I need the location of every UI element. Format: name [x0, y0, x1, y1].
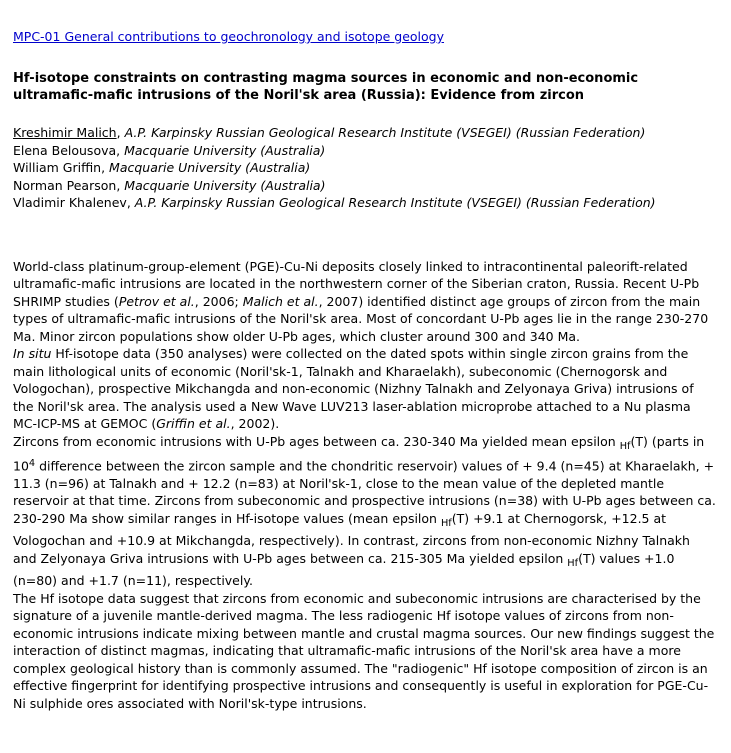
author-line: Elena Belousova, Macquarie University (Australia) [13, 142, 326, 158]
author-name: Elena Belousova [13, 142, 117, 158]
author-affiliation: Macquarie University (Australia) [109, 160, 311, 175]
author-line: Kreshimir Malich, A.P. Karpinsky Russian Geological Research Institute (VSEGEI) (Russian Federation) [13, 125, 646, 140]
author-affiliation: Macquarie University (Australia) [124, 142, 326, 158]
author-affiliation: A.P. Karpinsky Russian Geological Research Institute (VSEGEI) (Russian Federation) [124, 125, 646, 140]
paper-title: Hf-isotope constraints on contrasting magma sources in economic and non-economic ultramafic-mafic intrusions of the Noril'sk area (Russia): Evidence from zircon [13, 71, 639, 103]
author-line: Vladimir Khalenev, A.P. Karpinsky Russian Geological Research Institute (VSEGEI) (Russian Federation) [13, 195, 656, 210]
author-name: Kreshimir Malich [13, 125, 117, 140]
author-affiliation: A.P. Karpinsky Russian Geological Research Institute (VSEGEI) (Russian Federation) [134, 195, 656, 210]
author-line: William Griffin, Macquarie University (Australia) [13, 160, 311, 175]
author-affiliation: Macquarie University (Australia) [124, 177, 326, 193]
abstract-paragraph: Zircons from economic intrusions with U-Pb ages between ca. 230-340 Ma yielded mean epsilon $_{Hf}$(T) (parts in $10^4$ difference between the zircon sample and the chondritic reservoir) values of + 9.4 (n=45) at Kharaelakh, + 11.3 (n=96) at Talnakh and + 12.2 (n=83) at Noril'sk-1, close to the mean value of the depleted mantle reservoir at that time. Zircons from subeconomic and prospective intrusions (n=38) with U-Pb ages between ca. 230-290 Ma show similar ranges in Hf-isotope values (mean epsilon $_{Hf}$(T) +9.1 at Chernogorsk, +12.5 at Vologochan and +10.9 at Mikchangda, respectively). In contrast, zircons from non-economic Nizhny Talnakh and Zelyonaya Griva intrusions with U-Pb ages between ca. 215-305 Ma yielded epsilon $_{Hf}$(T) values +1.0 (n=80) and +1.7 (n=11), respectively. [13, 433, 716, 589]
abstract-text [13, 258, 717, 713]
abstract-paragraph: The Hf isotope data suggest that zircons from economic and subeconomic intrusions are characterised by the signature of a juvenile mantle-derived magma. The less radiogenic Hf isotope values of zircons from non-economic intrusions indicate mixing between mantle and crustal magma sources. Our new findings suggest the interaction of distinct magmas, indicating that ultramafic-mafic intrusions of the Noril'sk area have a more complex geological history than is commonly assumed. The "radiogenic" Hf isotope composition of zircon is an effective fingerprint for identifying prospective intrusions and consequently is useful in exploration for PGE-Cu-Ni sulphide ores associated with Noril'sk-type intrusions. [13, 590, 715, 711]
author-line: Norman Pearson, Macquarie University (Australia) [13, 177, 326, 193]
author-name: Norman Pearson [13, 177, 117, 193]
author-list [13, 124, 717, 212]
abstract-paragraph: World-class platinum-group-element (PGE)-Cu-Ni deposits closely linked to intracontinental paleorift-related ultramafic-mafic intrusions are located in the northwestern corner of the Siberian craton, Russia. Recent U-Pb SHRIMP studies (Petrov et al., 2006; Malich et al., 2007) identified distinct age groups of zircon from the main types of ultramafic-mafic intrusions of the Noril'sk area. Most of concordant U-Pb ages lie in the range 230-270 Ma. Minor zircon populations show older U-Pb ages, which cluster around 300 and 340 Ma. [13, 258, 709, 344]
session-link[interactable]: MPC-01 General contributions to geochronology and isotope geology [13, 29, 445, 44]
author-name: William Griffin [13, 160, 102, 175]
abstract-paragraph: In situ Hf-isotope data (350 analyses) were collected on the dated spots within single zircon grains from the main lithological units of economic (Noril'sk-1, Talnakh and Kharaelakh), subeconomic (Chernogorsk and Vologochan), prospective Mikchangda and non-economic (Nizhny Talnakh and Zelyonaya Griva) intrusions of the Noril'sk area. The analysis used a New Wave LUV213 laser-ablation microprobe attached to a Nu plasma MC-ICP-MS at GEMOC (Griffin et al., 2002). [13, 346, 694, 431]
author-name: Vladimir Khalenev [13, 195, 127, 210]
